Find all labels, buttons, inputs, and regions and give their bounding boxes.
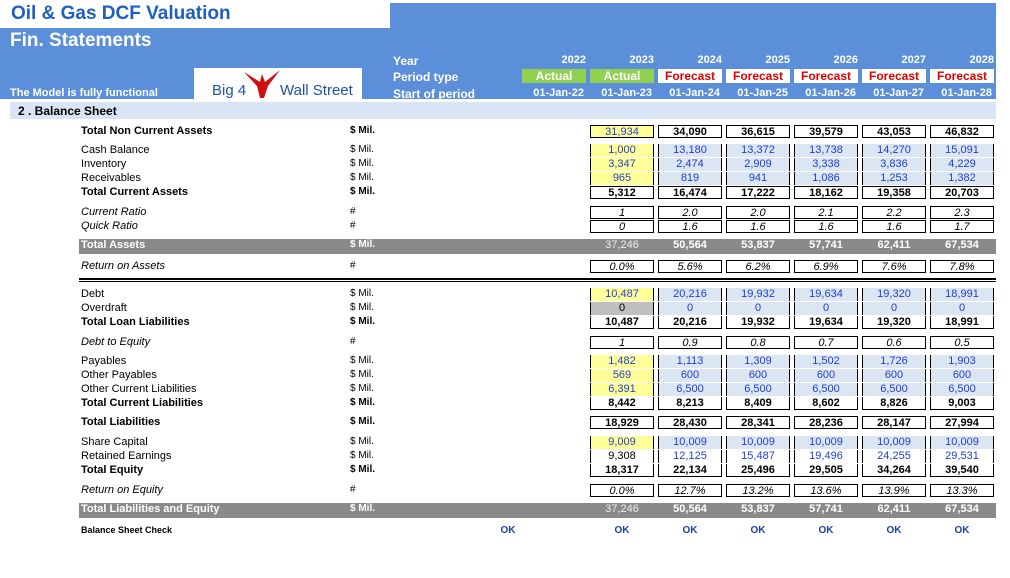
row-label-tcl: Total Current Liabilities: [81, 397, 204, 409]
row-label-cash: Cash Balance: [81, 144, 150, 156]
cell-tl-2024: 28,430: [658, 416, 722, 429]
period-type: Forecast: [726, 69, 790, 83]
cell-re-2024: 12,125: [658, 450, 722, 463]
cell-tnca-2025: 36,615: [726, 125, 790, 138]
row-label-de: Debt to Equity: [81, 336, 151, 348]
cell-tca-2023: 5,312: [590, 186, 654, 199]
cell-rec-2024[interactable]: 819: [658, 172, 722, 185]
cell-tcl-2028: 9,003: [930, 397, 994, 410]
cell-tca-2026: 18,162: [794, 186, 858, 199]
cell-sc-2027[interactable]: 10,009: [862, 436, 926, 449]
start-date: 01-Jan-27: [873, 87, 924, 99]
cell-roe-2025: 13.2%: [726, 484, 790, 497]
year-header: 2022: [561, 54, 586, 66]
cell-rec-2027[interactable]: 1,253: [862, 172, 926, 185]
cell-de-2024: 0.9: [658, 336, 722, 349]
row-unit: #: [350, 206, 356, 217]
period-type: Forecast: [794, 69, 858, 83]
cell-roe-2024: 12.7%: [658, 484, 722, 497]
cell-te-2023: 18,317: [590, 464, 654, 477]
cell-ocl-2024[interactable]: 6,500: [658, 383, 722, 396]
year-header: 2027: [901, 54, 926, 66]
cell-pay-2026[interactable]: 1,502: [794, 355, 858, 368]
cell-ocl-2026[interactable]: 6,500: [794, 383, 858, 396]
cell-re-2028: 29,531: [930, 450, 994, 463]
cell-tcl-2024: 8,213: [658, 397, 722, 410]
cell-tle-2027: 62,411: [877, 503, 911, 515]
cell-cr-2028: 2.3: [930, 206, 994, 219]
cell-tll-2024: 20,216: [658, 316, 722, 329]
cell-ta-2028: 67,534: [945, 239, 979, 251]
cell-opay-2023[interactable]: 569: [590, 369, 654, 382]
cell-tle-2023: 37,246: [605, 503, 639, 515]
balance-check-label: Balance Sheet Check: [81, 525, 173, 535]
cell-od-2025[interactable]: 0: [726, 302, 790, 315]
row-label-sc: Share Capital: [81, 436, 148, 448]
logo-text-right: Wall Street: [280, 82, 353, 99]
cell-cr-2024: 2.0: [658, 206, 722, 219]
cell-re-2026: 19,496: [794, 450, 858, 463]
period-type: Forecast: [658, 69, 722, 83]
cell-tnca-2023[interactable]: 31,934: [590, 125, 654, 138]
period-type-label: Period type: [393, 70, 459, 84]
cell-cash-2024[interactable]: 13,180: [658, 144, 722, 157]
year-header: 2024: [697, 54, 722, 66]
row-unit: $ Mil.: [350, 186, 376, 197]
period-type: Forecast: [930, 69, 994, 83]
row-unit: $ Mil.: [350, 158, 374, 169]
year-header: 2025: [765, 54, 790, 66]
cell-roe-2026: 13.6%: [794, 484, 858, 497]
cell-od-2024[interactable]: 0: [658, 302, 722, 315]
cell-cr-2026: 2.1: [794, 206, 858, 219]
eagle-icon: [242, 68, 282, 101]
total-row-bar: [79, 239, 996, 254]
period-type: Actual: [590, 69, 654, 83]
row-unit: $ Mil.: [350, 172, 374, 183]
cell-roa-2025: 6.2%: [726, 260, 790, 273]
cell-rec-2026[interactable]: 1,086: [794, 172, 858, 185]
row-unit: #: [350, 336, 356, 347]
cell-cr-2023: 1: [590, 206, 654, 219]
cell-opay-2025[interactable]: 600: [726, 369, 790, 382]
cell-tnca-2027: 43,053: [862, 125, 926, 138]
cell-tle-2025: 53,837: [741, 503, 775, 515]
row-unit: $ Mil.: [350, 316, 376, 327]
cell-inv-2026[interactable]: 3,338: [794, 158, 858, 171]
year-label: Year: [393, 54, 419, 68]
cell-debt-2027[interactable]: 19,320: [862, 288, 926, 301]
row-label-debt: Debt: [81, 288, 105, 300]
row-unit: $ Mil.: [350, 144, 374, 155]
cell-qr-2025: 1.6: [726, 220, 790, 233]
row-label-qr: Quick Ratio: [81, 220, 138, 232]
row-unit: $ Mil.: [350, 239, 376, 250]
cell-pay-2024[interactable]: 1,113: [658, 355, 722, 368]
balance-check-ok: OK: [614, 525, 630, 536]
cell-tle-2024: 50,564: [673, 503, 707, 515]
row-unit: $ Mil.: [350, 416, 376, 427]
cell-ta-2024: 50,564: [673, 239, 707, 251]
row-unit: $ Mil.: [350, 450, 374, 461]
logo: [194, 68, 362, 101]
cell-tcl-2027: 8,826: [862, 397, 926, 410]
cell-te-2028: 39,540: [930, 464, 994, 477]
cell-qr-2024: 1.6: [658, 220, 722, 233]
row-unit: #: [350, 260, 356, 271]
cell-sc-2023[interactable]: 9,009: [590, 436, 654, 449]
row-unit: #: [350, 220, 356, 231]
cell-inv-2023[interactable]: 3,347: [590, 158, 654, 171]
cell-tl-2023: 18,929: [590, 416, 654, 429]
cell-de-2025: 0.8: [726, 336, 790, 349]
cell-re-2023: 9,308: [590, 450, 654, 463]
page-title: Oil & Gas DCF Valuation: [11, 3, 231, 24]
row-label-te: Total Equity: [81, 464, 144, 476]
cell-pay-2028[interactable]: 1,903: [930, 355, 994, 368]
start-date: 01-Jan-28: [941, 87, 992, 99]
header-band-right: [390, 3, 996, 99]
cell-sc-2026[interactable]: 10,009: [794, 436, 858, 449]
row-unit: $ Mil.: [350, 503, 376, 514]
row-label-rec: Receivables: [81, 172, 141, 184]
row-label-re: Retained Earnings: [81, 450, 172, 462]
cell-inv-2024[interactable]: 2,474: [658, 158, 722, 171]
cell-inv-2028[interactable]: 4,229: [930, 158, 994, 171]
row-unit: #: [350, 484, 356, 495]
balance-check-ok: OK: [682, 525, 698, 536]
section-title: 2 . Balance Sheet: [18, 104, 117, 118]
sheet-subtitle: Fin. Statements: [10, 30, 152, 51]
cell-opay-2028[interactable]: 600: [930, 369, 994, 382]
cell-pay-2025[interactable]: 1,309: [726, 355, 790, 368]
cell-opay-2026[interactable]: 600: [794, 369, 858, 382]
start-date: 01-Jan-26: [805, 87, 856, 99]
cell-de-2027: 0.6: [862, 336, 926, 349]
cell-de-2026: 0.7: [794, 336, 858, 349]
cell-od-2028[interactable]: 0: [930, 302, 994, 315]
cell-tca-2025: 17,222: [726, 186, 790, 199]
row-unit: $ Mil.: [350, 302, 374, 313]
cell-debt-2025[interactable]: 19,932: [726, 288, 790, 301]
period-type: Actual: [522, 69, 586, 83]
cell-roa-2027: 7.6%: [862, 260, 926, 273]
row-label-ocl: Other Current Liabilities: [81, 383, 197, 395]
cell-od-2023[interactable]: 0: [590, 302, 654, 315]
cell-rec-2023[interactable]: 965: [590, 172, 654, 185]
cell-inv-2025[interactable]: 2,909: [726, 158, 790, 171]
year-header: 2028: [969, 54, 994, 66]
cell-tcl-2025: 8,409: [726, 397, 790, 410]
row-unit: $ Mil.: [350, 125, 376, 136]
cell-tle-2026: 57,741: [809, 503, 843, 515]
section-bar: [10, 102, 996, 119]
cell-qr-2026: 1.6: [794, 220, 858, 233]
cell-rec-2028[interactable]: 1,382: [930, 172, 994, 185]
row-label-tnca: Total Non Current Assets: [81, 125, 213, 137]
cell-rec-2025[interactable]: 941: [726, 172, 790, 185]
row-unit: $ Mil.: [350, 288, 374, 299]
cell-pay-2027[interactable]: 1,726: [862, 355, 926, 368]
cell-tca-2028: 20,703: [930, 186, 994, 199]
row-unit: $ Mil.: [350, 436, 374, 447]
row-label-od: Overdraft: [81, 302, 127, 314]
row-label-ta: Total Assets: [81, 239, 146, 251]
cell-tll-2025: 19,932: [726, 316, 790, 329]
cell-tnca-2024: 34,090: [658, 125, 722, 138]
cell-cash-2023[interactable]: 1,000: [590, 144, 654, 157]
cell-cash-2028[interactable]: 15,091: [930, 144, 994, 157]
year-header: 2023: [629, 54, 654, 66]
row-label-tle: Total Liabilities and Equity: [81, 503, 220, 515]
cell-roa-2028: 7.8%: [930, 260, 994, 273]
cell-tl-2025: 28,341: [726, 416, 790, 429]
cell-te-2025: 25,496: [726, 464, 790, 477]
cell-re-2025: 15,487: [726, 450, 790, 463]
cell-ta-2025: 53,837: [741, 239, 775, 251]
cell-te-2024: 22,134: [658, 464, 722, 477]
cell-od-2026[interactable]: 0: [794, 302, 858, 315]
cell-od-2027[interactable]: 0: [862, 302, 926, 315]
cell-qr-2027: 1.6: [862, 220, 926, 233]
row-label-roe: Return on Equity: [81, 484, 163, 496]
balance-check-ok: OK: [954, 525, 970, 536]
cell-tcl-2026: 8,602: [794, 397, 858, 410]
cell-pay-2023[interactable]: 1,482: [590, 355, 654, 368]
cell-tll-2027: 19,320: [862, 316, 926, 329]
cell-qr-2023: 0: [590, 220, 654, 233]
start-of-period-label: Start of period: [393, 87, 476, 101]
cell-cash-2026[interactable]: 13,738: [794, 144, 858, 157]
cell-ocl-2028[interactable]: 6,500: [930, 383, 994, 396]
cell-tnca-2026: 39,579: [794, 125, 858, 138]
logo-text-left: Big 4: [212, 82, 247, 99]
cell-tcl-2023: 8,442: [590, 397, 654, 410]
row-label-inv: Inventory: [81, 158, 127, 170]
cell-ta-2026: 57,741: [809, 239, 843, 251]
cell-ta-2023: 37,246: [605, 239, 639, 251]
cell-tca-2024: 16,474: [658, 186, 722, 199]
cell-debt-2024[interactable]: 20,216: [658, 288, 722, 301]
cell-tnca-2028: 46,832: [930, 125, 994, 138]
cell-ocl-2025[interactable]: 6,500: [726, 383, 790, 396]
row-label-tll: Total Loan Liabilities: [81, 316, 190, 328]
cell-sc-2025[interactable]: 10,009: [726, 436, 790, 449]
cell-ocl-2023[interactable]: 6,391: [590, 383, 654, 396]
cell-sc-2024[interactable]: 10,009: [658, 436, 722, 449]
cell-tl-2028: 27,994: [930, 416, 994, 429]
cell-tll-2023: 10,487: [590, 316, 654, 329]
balance-check-ok: OK: [886, 525, 902, 536]
cell-opay-2027[interactable]: 600: [862, 369, 926, 382]
row-unit: $ Mil.: [350, 464, 376, 475]
cell-de-2028: 0.5: [930, 336, 994, 349]
cell-ocl-2027[interactable]: 6,500: [862, 383, 926, 396]
cell-tll-2026: 19,634: [794, 316, 858, 329]
cell-sc-2028[interactable]: 10,009: [930, 436, 994, 449]
cell-cash-2027[interactable]: 14,270: [862, 144, 926, 157]
cell-de-2023: 1: [590, 336, 654, 349]
row-unit: $ Mil.: [350, 383, 374, 394]
cell-cash-2025[interactable]: 13,372: [726, 144, 790, 157]
cell-roe-2023: 0.0%: [590, 484, 654, 497]
cell-roa-2024: 5.6%: [658, 260, 722, 273]
start-date: 01-Jan-24: [669, 87, 720, 99]
cell-tca-2027: 19,358: [862, 186, 926, 199]
balance-check-ok: OK: [750, 525, 766, 536]
row-label-roa: Return on Assets: [81, 260, 165, 272]
balance-check-ok: OK: [500, 525, 516, 536]
row-unit: $ Mil.: [350, 369, 374, 380]
row-label-tca: Total Current Assets: [81, 186, 188, 198]
cell-roa-2026: 6.9%: [794, 260, 858, 273]
row-label-opay: Other Payables: [81, 369, 157, 381]
start-date: 01-Jan-25: [737, 87, 788, 99]
cell-debt-2028[interactable]: 18,991: [930, 288, 994, 301]
cell-roa-2023: 0.0%: [590, 260, 654, 273]
cell-cr-2027: 2.2: [862, 206, 926, 219]
cell-te-2026: 29,505: [794, 464, 858, 477]
cell-debt-2026[interactable]: 19,634: [794, 288, 858, 301]
start-date: 01-Jan-22: [533, 87, 584, 99]
cell-roe-2028: 13.3%: [930, 484, 994, 497]
row-label-pay: Payables: [81, 355, 127, 367]
cell-tll-2028: 18,991: [930, 316, 994, 329]
row-unit: $ Mil.: [350, 397, 376, 408]
cell-opay-2024[interactable]: 600: [658, 369, 722, 382]
cell-te-2027: 34,264: [862, 464, 926, 477]
start-date: 01-Jan-23: [601, 87, 652, 99]
cell-re-2027: 24,255: [862, 450, 926, 463]
functional-note: The Model is fully functional: [10, 87, 158, 99]
cell-tl-2027: 28,147: [862, 416, 926, 429]
row-label-cr: Current Ratio: [81, 206, 147, 218]
cell-roe-2027: 13.9%: [862, 484, 926, 497]
section-divider: [79, 278, 996, 282]
balance-check-ok: OK: [818, 525, 834, 536]
cell-debt-2023[interactable]: 10,487: [590, 288, 654, 301]
period-type: Forecast: [862, 69, 926, 83]
year-header: 2026: [833, 54, 858, 66]
cell-inv-2027[interactable]: 3,836: [862, 158, 926, 171]
cell-ta-2027: 62,411: [877, 239, 911, 251]
row-unit: $ Mil.: [350, 355, 374, 366]
cell-tle-2028: 67,534: [945, 503, 979, 515]
cell-qr-2028: 1.7: [930, 220, 994, 233]
cell-cr-2025: 2.0: [726, 206, 790, 219]
cell-tl-2026: 28,236: [794, 416, 858, 429]
row-label-tl: Total Liabilities: [81, 416, 161, 428]
